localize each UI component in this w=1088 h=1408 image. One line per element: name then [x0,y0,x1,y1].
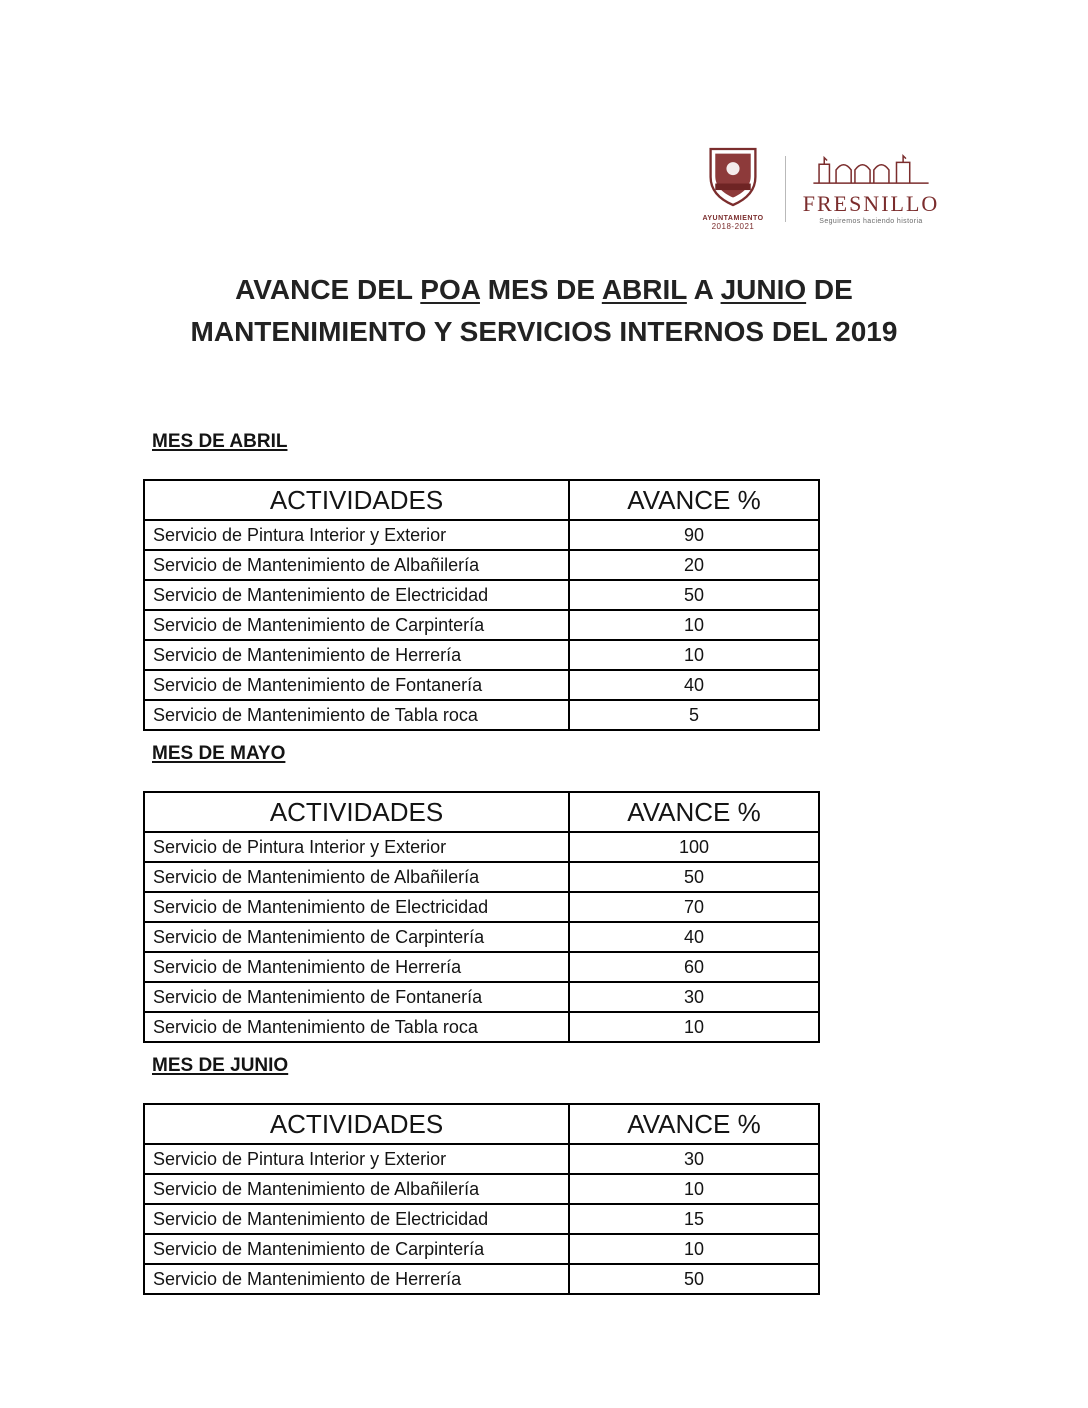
activity-cell: Servicio de Mantenimiento de Electricidad [144,892,569,922]
title-line [0,269,1088,311]
header-logo-row [0,0,1088,231]
table-row [144,832,819,862]
activity-cell: Servicio de Mantenimiento de Fontanería [144,670,569,700]
activity-cell: Servicio de Mantenimiento de Carpintería [144,1234,569,1264]
avance-cell: 10 [569,1234,819,1264]
avance-cell: 20 [569,550,819,580]
section-label: MES DE MAYO [152,743,286,764]
title-segment: AVANCE DEL [235,274,421,305]
month-section [143,1055,1088,1295]
month-section [143,431,1088,731]
table-row [144,892,819,922]
activity-cell: Servicio de Mantenimiento de Albañilería [144,862,569,892]
title-segment-underlined: POA [420,274,480,305]
table-row [144,1174,819,1204]
poa-table [143,479,820,731]
table-row [144,550,819,580]
poa-table [143,791,820,1043]
avance-cell: 40 [569,670,819,700]
activity-cell: Servicio de Pintura Interior y Exterior [144,520,569,550]
title-line [0,311,1088,353]
table-row [144,922,819,952]
activity-cell: Servicio de Mantenimiento de Carpintería [144,922,569,952]
avance-cell: 50 [569,580,819,610]
activity-cell: Servicio de Mantenimiento de Electricidad [144,1204,569,1234]
crest-caption: AYUNTAMIENTO [702,215,764,222]
column-header-actividades: ACTIVIDADES [144,1104,569,1144]
section-label: MES DE JUNIO [152,1055,289,1076]
column-header-avance: AVANCE % [569,480,819,520]
table-row [144,670,819,700]
title-segment: DE [806,274,853,305]
activity-cell: Servicio de Mantenimiento de Albañilería [144,1174,569,1204]
table-header-row [144,480,819,520]
activity-cell: Servicio de Mantenimiento de Carpintería [144,610,569,640]
brand-tagline: Seguiremos haciendo historia [819,217,923,225]
table-row [144,1012,819,1042]
brand-name: FRESNILLO [802,191,940,217]
crest-years: 2018-2021 [711,222,755,231]
avance-cell: 15 [569,1204,819,1234]
activity-cell: Servicio de Mantenimiento de Herrería [144,952,569,982]
activity-cell: Servicio de Pintura Interior y Exterior [144,832,569,862]
avance-cell: 10 [569,610,819,640]
avance-cell: 60 [569,952,819,982]
fresnillo-logo [802,152,940,224]
title-segment: MANTENIMIENTO Y SERVICIOS INTERNOS DEL 2019 [190,316,898,347]
column-header-actividades: ACTIVIDADES [144,480,569,520]
avance-cell: 50 [569,1264,819,1294]
column-header-avance: AVANCE % [569,1104,819,1144]
table-row [144,520,819,550]
table-header-row [144,1104,819,1144]
table-row [144,700,819,730]
activity-cell: Servicio de Mantenimiento de Tabla roca [144,1012,569,1042]
activity-cell: Servicio de Mantenimiento de Herrería [144,1264,569,1294]
document-title [0,269,1088,353]
avance-cell: 30 [569,982,819,1012]
title-segment: A [686,274,721,305]
table-row [144,640,819,670]
table-row [144,1234,819,1264]
ayuntamiento-crest-logo [697,146,769,231]
avance-cell: 10 [569,640,819,670]
activity-cell: Servicio de Mantenimiento de Fontanería [144,982,569,1012]
avance-cell: 90 [569,520,819,550]
avance-cell: 30 [569,1144,819,1174]
table-header-row [144,792,819,832]
activity-cell: Servicio de Pintura Interior y Exterior [144,1144,569,1174]
table-row [144,862,819,892]
section-label: MES DE ABRIL [152,431,288,452]
activity-cell: Servicio de Mantenimiento de Tabla roca [144,700,569,730]
avance-cell: 10 [569,1012,819,1042]
avance-cell: 10 [569,1174,819,1204]
avance-cell: 40 [569,922,819,952]
building-lineart-icon [807,152,935,191]
activity-cell: Servicio de Mantenimiento de Herrería [144,640,569,670]
column-header-actividades: ACTIVIDADES [144,792,569,832]
table-row [144,580,819,610]
poa-table [143,1103,820,1295]
sections-container [0,431,1088,1295]
title-segment-underlined: JUNIO [720,274,807,305]
avance-cell: 50 [569,862,819,892]
table-row [144,982,819,1012]
activity-cell: Servicio de Mantenimiento de Albañilería [144,550,569,580]
avance-cell: 5 [569,700,819,730]
title-segment-underlined: ABRIL [601,274,687,305]
table-row [144,1204,819,1234]
table-row [144,1144,819,1174]
avance-cell: 100 [569,832,819,862]
activity-cell: Servicio de Mantenimiento de Electricidad [144,580,569,610]
logo-divider [785,156,786,222]
title-segment: MES DE [479,274,602,305]
month-section [143,743,1088,1043]
table-row [144,952,819,982]
column-header-avance: AVANCE % [569,792,819,832]
table-row [144,610,819,640]
table-row [144,1264,819,1294]
avance-cell: 70 [569,892,819,922]
crest-shield-icon [705,146,761,213]
